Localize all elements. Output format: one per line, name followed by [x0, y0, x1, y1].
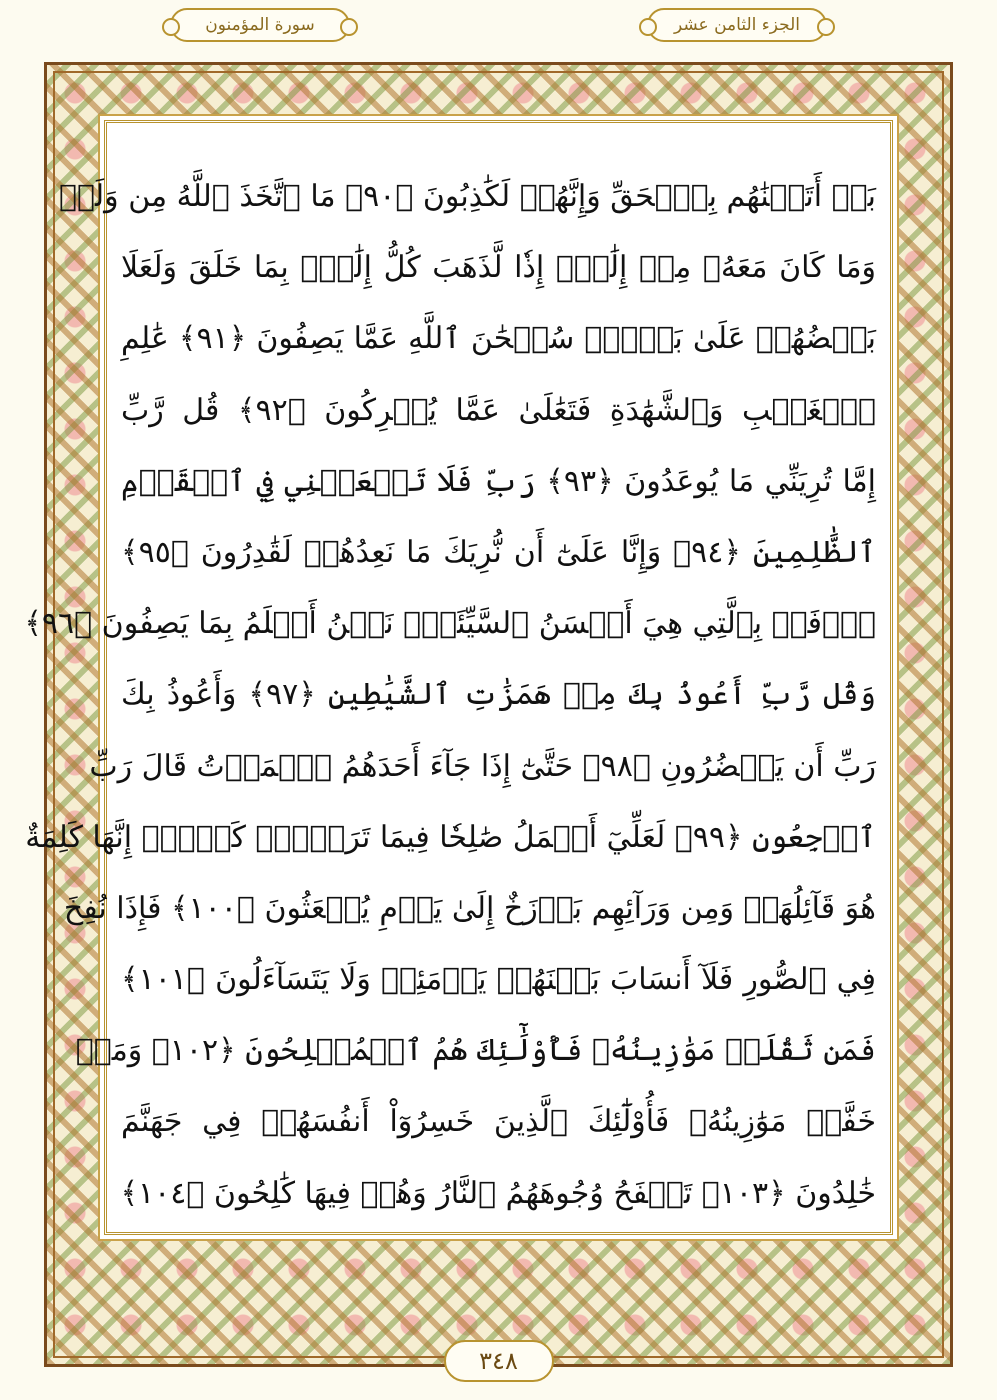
text-line-13: فَمَن ثَقُلَتۡ مَوَٰزِينُهُۥ فَأُوْلَٰٓئِكَ هُمُ ٱلۡمُفۡلِحُونَ ﴿١٠٢﴾ وَمَنۡ: [75, 1033, 876, 1069]
quran-text-panel: [24, 120, 893, 1235]
text-line-15: خَٰلِدُونَ ﴿١٠٣﴾ تَلۡفَحُ وُجُوهَهُمُ ٱلنَّارُ وَهُمۡ فِيهَا كَٰلِحُونَ ﴿١٠٤﴾: [120, 1175, 876, 1211]
text-line-4: ٱلۡغَيۡبِ وَٱلشَّهَٰدَةِ فَتَعَٰلَىٰ عَمَّا يُشۡرِكُونَ ﴿٩٢﴾ قُل رَّبِّ: [121, 392, 876, 428]
juz-label: [647, 8, 827, 42]
page-number-box: [444, 1340, 554, 1382]
text-line-10: ٱرۡجِعُونِ ﴿٩٩﴾ لَعَلِّيٓ أَعۡمَلُ صَٰلِحٗا فِيمَا تَرَكۡتُۚ كَلَّآۚ إِنَّهَا كَلِمَةٌ: [25, 819, 876, 855]
surah-label: [170, 8, 350, 42]
text-line-3: بَعۡضُهُمۡ عَلَىٰ بَعۡضٖۚ سُبۡحَٰنَ ٱللَّهِ عَمَّا يَصِفُونَ ﴿٩١﴾ عَٰلِمِ: [121, 321, 876, 357]
surah-label-text: سورة المؤمنون: [205, 15, 315, 35]
text-line-2: وَمَا كَانَ مَعَهُۥ مِنۡ إِلَٰهٍۚ إِذٗا لَّذَهَبَ كُلُّ إِلَٰهِۭ بِمَا خَلَقَ وَلَعَلَا: [121, 250, 876, 286]
juz-label-text: الجزء الثامن عشر: [674, 15, 801, 35]
text-line-1: بَلۡ أَتَيۡنَٰهُم بِٱلۡحَقِّ وَإِنَّهُمۡ لَكَٰذِبُونَ ﴿٩٠﴾ مَا ٱتَّخَذَ ٱللَّهُ مِن وَلَدٖ: [59, 179, 876, 214]
page-number: ٣٤٨: [479, 1347, 518, 1375]
text-line-11: هُوَ قَآئِلُهَاۖ وَمِن وَرَآئِهِم بَرۡزَخٌ إِلَىٰ يَوۡمِ يُبۡعَثُونَ ﴿١٠٠﴾ فَإِذَا نُفِخَ: [63, 890, 876, 926]
text-line-5: إِمَّا تُرِيَنِّي مَا يُوعَدُونَ ﴿٩٣﴾ رَبِّ فَلَا تَجۡعَلۡنِي فِي ٱلۡقَوۡمِ: [121, 463, 876, 499]
text-line-14: خَفَّتۡ مَوَٰزِينُهُۥ فَأُوْلَٰٓئِكَ ٱلَّذِينَ خَسِرُوٓاْ أَنفُسَهُمۡ فِي جَهَنَّمَ: [121, 1104, 876, 1140]
text-line-7: ٱدۡفَعۡ بِٱلَّتِي هِيَ أَحۡسَنُ ٱلسَّيِّئَةَۚ نَحۡنُ أَعۡلَمُ بِمَا يَصِفُونَ ﴿٩٦﴾: [24, 606, 876, 642]
verse-lines: [24, 161, 876, 1229]
text-line-9: رَبِّ أَن يَحۡضُرُونِ ﴿٩٨﴾ حَتَّىٰٓ إِذَا جَآءَ أَحَدَهُمُ ٱلۡمَوۡتُ قَالَ رَبِّ: [89, 748, 876, 784]
text-line-6: ٱلظَّٰلِمِينَ ﴿٩٤﴾ وَإِنَّا عَلَىٰٓ أَن نُّرِيَكَ مَا نَعِدُهُمۡ لَقَٰدِرُونَ ﴿٩٥﴾: [121, 534, 876, 570]
text-line-12: فِي ٱلصُّورِ فَلَآ أَنسَابَ بَيۡنَهُمۡ يَوۡمَئِذٖ وَلَا يَتَسَآءَلُونَ ﴿١٠١﴾: [121, 962, 876, 998]
text-line-8: وَقُل رَّبِّ أَعُوذُ بِكَ مِنۡ هَمَزَٰتِ ٱلشَّيَٰطِينِ ﴿٩٧﴾ وَأَعُوذُ بِكَ: [121, 677, 876, 713]
